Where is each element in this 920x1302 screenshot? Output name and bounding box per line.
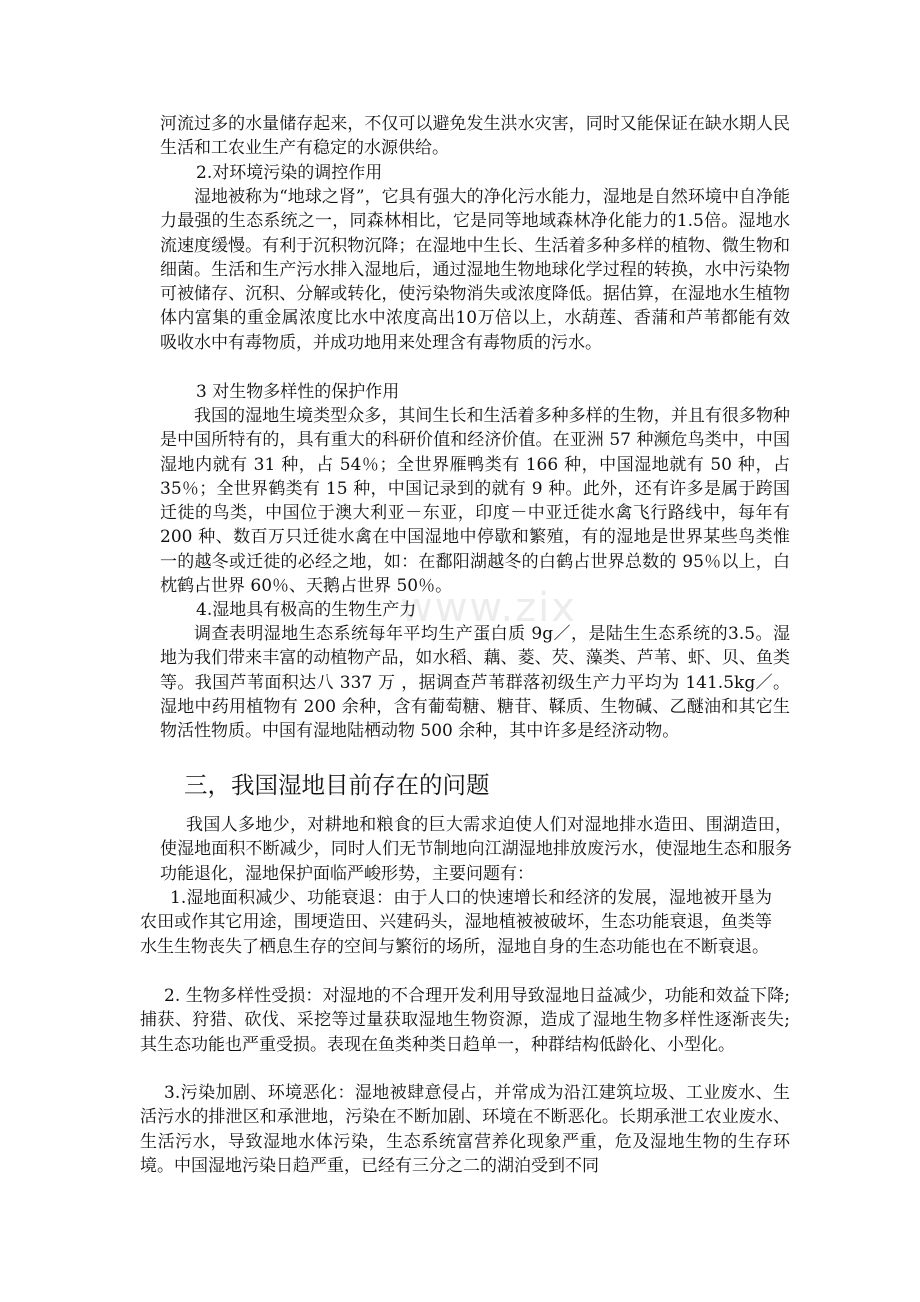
paragraph-productivity: 调查表明湿地生态系统每年平均生产蛋白质 9g／，是陆生生态系统的3.5。湿地为我们带来丰富的动植物产品，如水稻、藕、菱、芡、藻类、芦苇、虾、贝、鱼类等。我国芦苇面积达八 337 万 ，据调查芦苇群落初级生产力平均为 141.5kg／。湿地中药用植物有 200 余种，含有葡萄糖、糖苷、鞣质、生物碱、乙醚油和其它生物活性物质。中国有湿地陆栖动物 500 余种，其中许多是经济动物。	[160, 624, 790, 742]
paragraph-intro: 河流过多的水量储存起来，不仅可以避免发生洪水灾害，同时又能保证在缺水期人民生活和工农业生产有稳定的水源供给。	[160, 114, 790, 159]
subheading-pollution-control: 2.对环境污染的调控作用	[196, 163, 383, 183]
section-title: 三，我国湿地目前存在的问题	[184, 771, 490, 799]
paragraph-area-decline: 1.湿地面积减少、功能衰退：由于人口的快速增长和经济的发展，湿地被开垦为农田或作其它用途，围埂造田、兴建码头，湿地植被被破坏，生态功能衰退，鱼类等水生生物丧失了栖息生存的空间与繁衍的场所，湿地自身的生态功能也在不断衰退。	[140, 888, 772, 957]
subheading-biodiversity: 3 对生物多样性的保护作用	[196, 382, 400, 402]
paragraph-pollution: 3.污染加剧、环境恶化：湿地被肆意侵占，并常成为沿江建筑垃圾、工业废水、生活污水的排泄区和承泄地，污染在不断加剧、环境在不断恶化。长期承泄工农业废水、生活污水，导致湿地水体污染，生态系统富营养化现象严重，危及湿地生物的生存环境。中国湿地污染日趋严重，已经有三分之二的湖泊受到不同	[140, 1083, 790, 1176]
watermark: www.zix	[400, 585, 577, 631]
paragraph-biodiversity: 我国的湿地生境类型众多，其间生长和生活着多种多样的生物，并且有很多物种是中国所特有的，具有重大的科研价值和经济价值。在亚洲 57 种濒危鸟类中，中国湿地内就有 31 种，占 54％；全世界雁鸭类有 166 种，中国湿地就有 50 种，占 35％；全世界鹤类有 15 种，中国记录到的就有 9 种。此外，还有许多是属于跨国迁徙的鸟类，中国位于澳大利亚－东亚，印度－中亚迁徙水禽飞行路线中，每年有 200 种、数百万只迁徙水禽在中国湿地中停歇和繁殖，有的湿地是世界某些鸟类惟一的越冬或迁徙的必经之地，如：在鄱阳湖越冬的白鹤占世界总数的 95％以上，白枕鹤占世界 60％、天鹅占世界 50％。	[160, 406, 790, 597]
subheading-productivity: 4.湿地具有极高的生物生产力	[196, 600, 417, 620]
paragraph-biodiversity-loss: 2. 生物多样性受损：对湿地的不合理开发利用导致湿地日益减少，功能和效益下降;捕获、狩猎、砍伐、采挖等过量获取湿地生物资源，造成了湿地生物多样性逐渐丧失;其生态功能也严重受损。表现在鱼类种类日趋单一，种群结构低龄化、小型化。	[140, 986, 790, 1055]
paragraph-problems-intro: 我国人多地少，对耕地和粮食的巨大需求迫使人们对湿地排水造田、围湖造田，使湿地面积不断减少，同时人们无节制地向江湖湿地排放废污水，使湿地生态和服务功能退化，湿地保护面临严峻形势，主要问题有：	[160, 815, 792, 884]
paragraph-pollution-control: 湿地被称为“地球之肾”，它具有强大的净化污水能力，湿地是自然环境中自净能力最强的生态系统之一，同森林相比，它是同等地域森林净化能力的1.5倍。湿地水流速度缓慢。有利于沉积物沉降；在湿地中生长、生活着多种多样的植物、微生物和细菌。生活和生产污水排入湿地后，通过湿地生物地球化学过程的转换，水中污染物可被储存、沉积、分解或转化，使污染物消失或浓度降低。据估算，在湿地水生植物体内富集的重金属浓度比水中浓度高出10万倍以上，水葫莲、香蒲和芦苇都能有效吸收水中有毒物质，并成功地用来处理含有毒物质的污水。	[160, 187, 790, 353]
